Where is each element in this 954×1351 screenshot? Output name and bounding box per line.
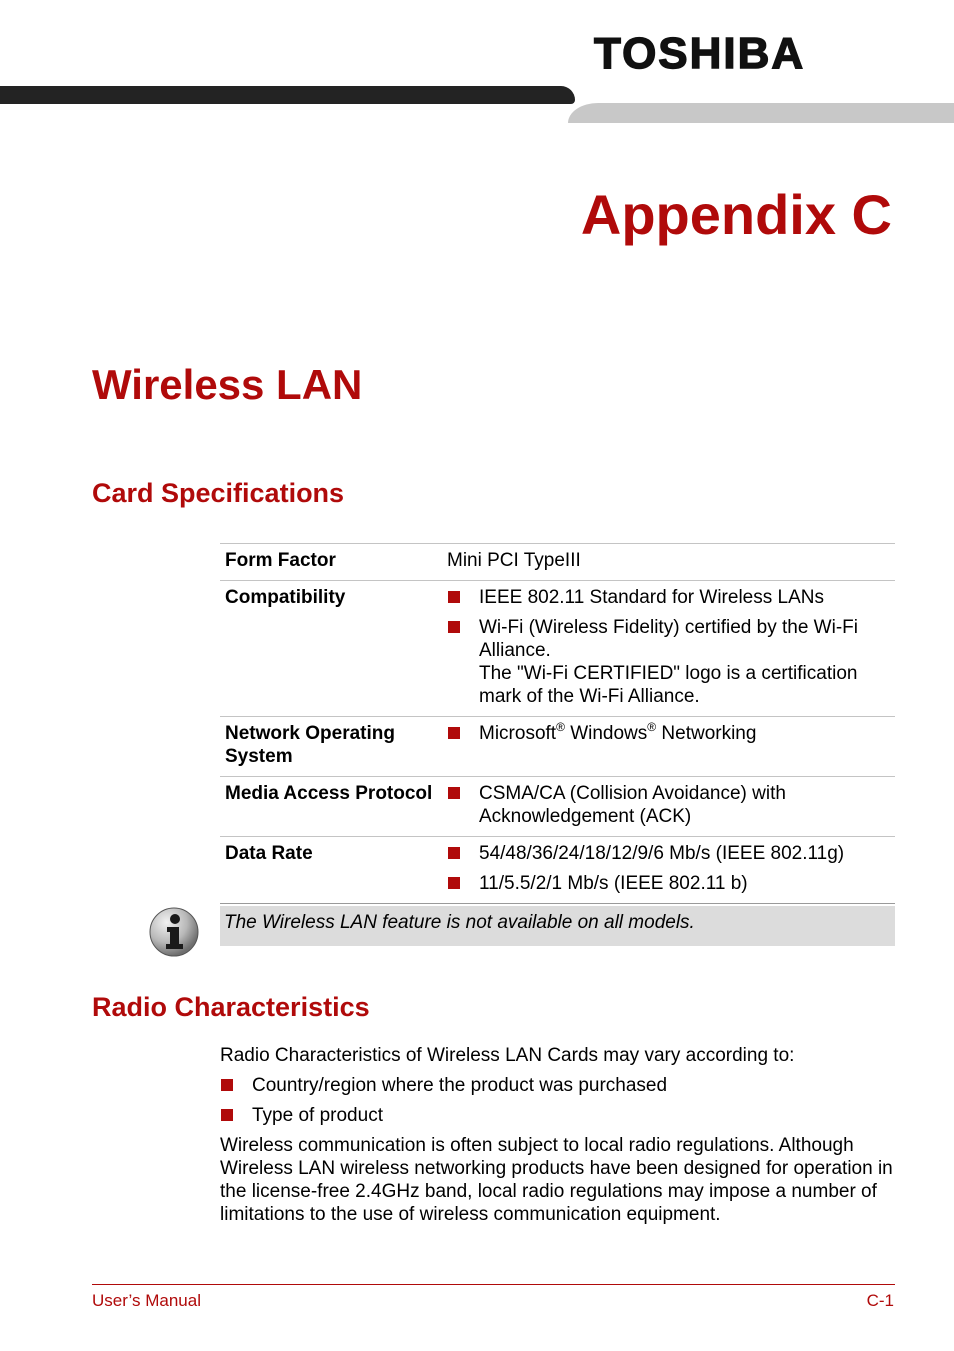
note-box: The Wireless LAN feature is not available on all models. (220, 906, 895, 946)
row-value (447, 717, 895, 777)
table-row (220, 717, 895, 777)
row-value (447, 581, 895, 717)
list-item-text: 11/5.5/2/1 Mb/s (IEEE 802.11 b) (479, 873, 748, 894)
list-item-text: Networking (656, 723, 757, 744)
list-item (447, 872, 895, 895)
table-row (220, 581, 895, 717)
bullet-square-icon (448, 621, 460, 633)
footer-divider (92, 1284, 895, 1285)
list-item-text: Windows (564, 723, 648, 744)
list-item (220, 1104, 900, 1127)
row-label: Data Rate (225, 843, 313, 864)
list-item-text: The "Wi-Fi CERTIFIED" logo is a certification mark of the Wi-Fi Alliance. (479, 663, 858, 707)
list-item (447, 842, 895, 865)
bullet-square-icon (221, 1079, 233, 1091)
row-label: Network Operating System (225, 723, 395, 767)
bullet-square-icon (448, 877, 460, 889)
list-item (220, 1074, 900, 1097)
intro-text: Radio Characteristics of Wireless LAN Cards may vary according to: (220, 1045, 795, 1066)
specifications-table (220, 543, 895, 904)
card-specifications-heading: Card Specifications (92, 478, 345, 508)
radio-characteristics-body (220, 1044, 900, 1226)
header-band-grey (568, 103, 954, 123)
row-label: Form Factor (225, 550, 336, 571)
row-value (447, 837, 895, 904)
list-item (447, 782, 895, 828)
bullet-square-icon (221, 1109, 233, 1121)
registered-mark: ® (647, 720, 657, 734)
table-row (220, 544, 895, 581)
list-item (447, 586, 895, 609)
page-number: C-1 (866, 1291, 894, 1310)
row-value: Mini PCI TypeIII (447, 550, 581, 571)
list-item (447, 616, 895, 708)
table-row (220, 777, 895, 837)
bullet-square-icon (448, 847, 460, 859)
row-value (447, 777, 895, 837)
list-item-text: Type of product (252, 1105, 383, 1126)
row-label: Media Access Protocol (225, 783, 433, 804)
list-item-text: Microsoft (479, 723, 557, 744)
list-item-text: Wi-Fi (Wireless Fidelity) certified by the Wi-Fi Alliance. (479, 617, 858, 661)
page-title: Appendix C (580, 183, 892, 246)
section-title: Wireless LAN (92, 361, 363, 408)
header-band-dark (0, 86, 575, 104)
bullet-square-icon (448, 787, 460, 799)
registered-mark: ® (556, 720, 565, 734)
row-label: Compatibility (225, 587, 346, 608)
radio-characteristics-heading: Radio Characteristics (92, 992, 370, 1022)
footer-manual-label: User’s Manual (92, 1291, 201, 1310)
list-item-text: IEEE 802.11 Standard for Wireless LANs (479, 587, 824, 608)
list-item-text: CSMA/CA (Collision Avoidance) with Acknowledgement (ACK) (479, 783, 786, 827)
list-item-text: 54/48/36/24/18/12/9/6 Mb/s (IEEE 802.11g) (479, 843, 845, 864)
toshiba-logo: TOSHIBA (594, 29, 806, 78)
body-paragraph: Wireless communication is often subject to local radio regulations. Although Wireless LAN wireless networking products have been designed for operation in the license-free 2.4GHz band, local radio regulations may impose a number of limitations to the use of wireless communication equipment. (220, 1135, 893, 1225)
bullet-square-icon (448, 591, 460, 603)
bullet-square-icon (448, 727, 460, 739)
list-item-text: Country/region where the product was purchased (252, 1075, 668, 1096)
table-row (220, 837, 895, 904)
info-icon (148, 906, 200, 958)
list-item (447, 722, 895, 745)
